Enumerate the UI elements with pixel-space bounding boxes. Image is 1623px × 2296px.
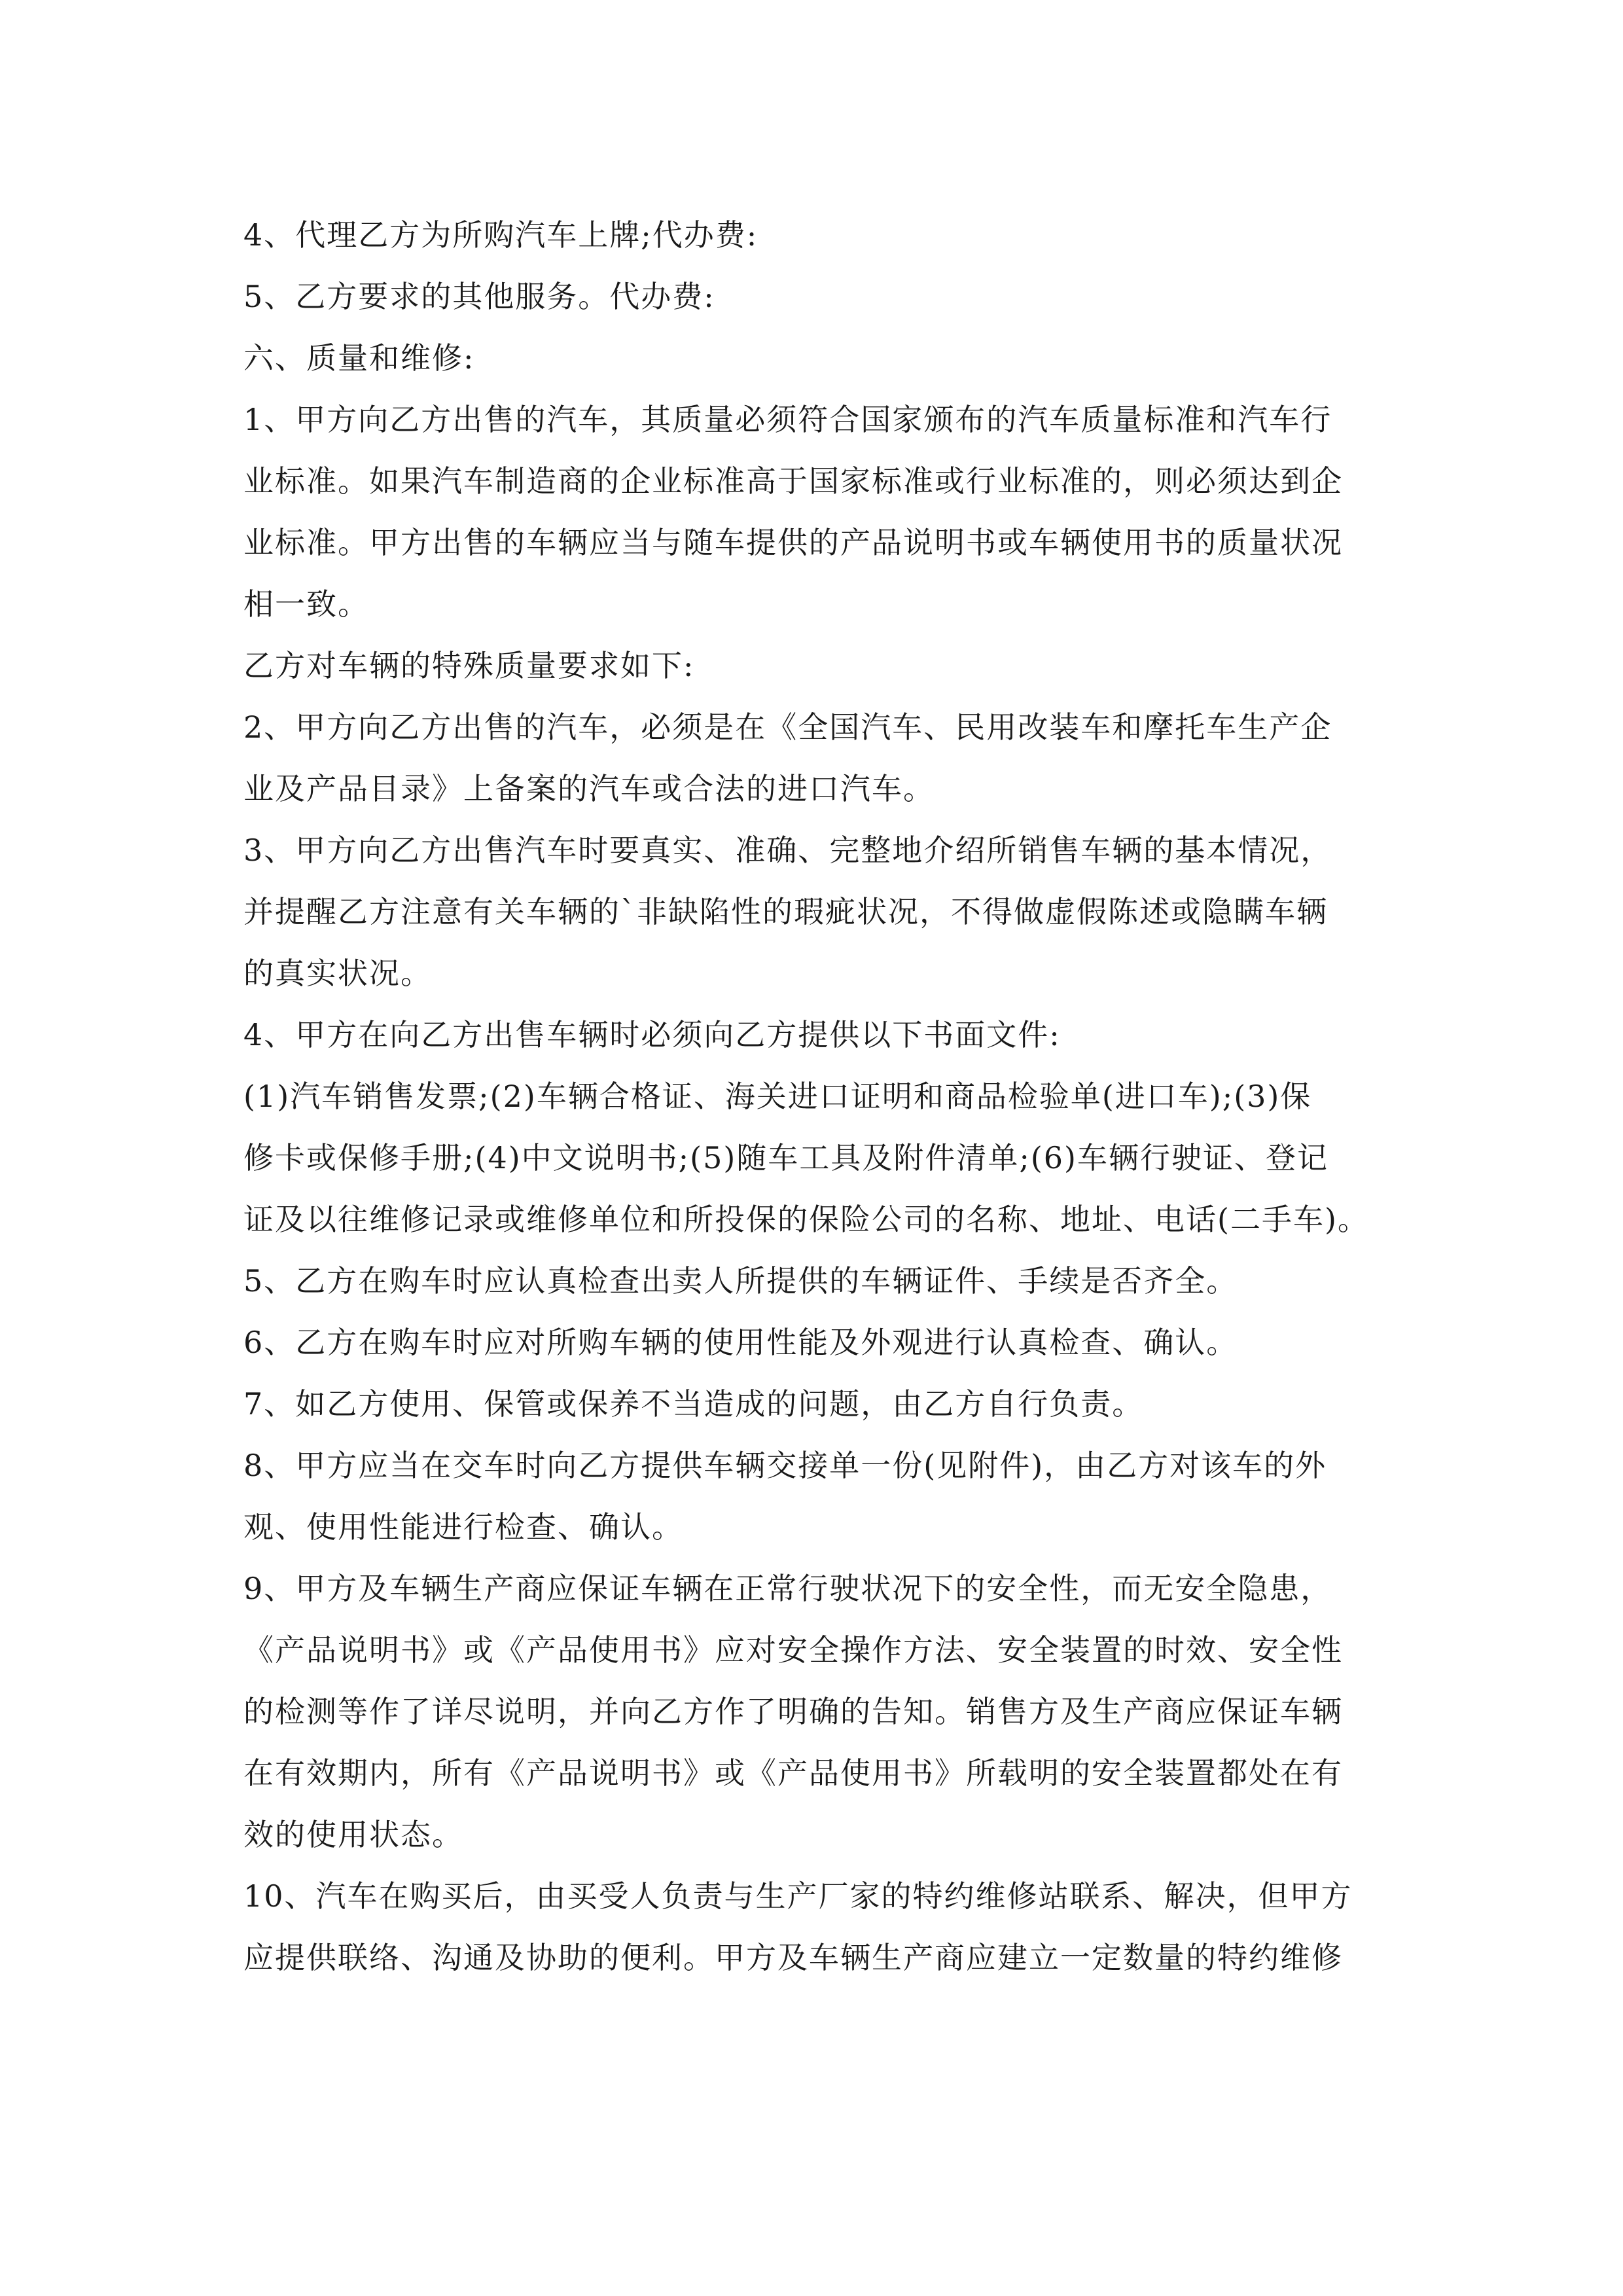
text-line: 证及以往维修记录或维修单位和所投保的保险公司的名称、地址、电话(二手车)。: [243, 1202, 1369, 1237]
paragraph: [243, 266, 1395, 327]
paragraph: [243, 327, 1395, 389]
text-line: 2、甲方向乙方出售的汽车，必须是在《全国汽车、民用改装车和摩托车生产企: [243, 709, 1332, 745]
text-line: 6、乙方在购车时应对所购车辆的使用性能及外观进行认真检查、确认。: [243, 1325, 1238, 1360]
text-line: 4、代理乙方为所购汽车上牌;代办费:: [243, 217, 758, 253]
text-line: 在有效期内，所有《产品说明书》或《产品使用书》所载明的安全装置都处在有: [243, 1755, 1343, 1791]
paragraph: [243, 1435, 1395, 1558]
text-line: 的检测等作了详尽说明，并向乙方作了明确的告知。销售方及生产商应保证车辆: [243, 1694, 1343, 1729]
text-line: 相一致。: [243, 586, 369, 622]
text-line: 六、质量和维修:: [243, 340, 475, 376]
paragraph: [243, 635, 1395, 696]
paragraph: [243, 1865, 1395, 1988]
paragraph: [243, 1250, 1395, 1312]
text-line: 《产品说明书》或《产品使用书》应对安全操作方法、安全装置的时效、安全性: [243, 1632, 1343, 1668]
text-line: 的真实状况。: [243, 956, 432, 991]
paragraph: [243, 696, 1395, 819]
text-line: (1)汽车销售发票;(2)车辆合格证、海关进口证明和商品检验单(进口车);(3)保: [243, 1079, 1312, 1114]
text-line: 5、乙方在购车时应认真检查出卖人所提供的车辆证件、手续是否齐全。: [243, 1263, 1238, 1299]
text-line: 业标准。甲方出售的车辆应当与随车提供的产品说明书或车辆使用书的质量状况: [243, 525, 1343, 560]
text-line: 应提供联络、沟通及协助的便利。甲方及车辆生产商应建立一定数量的特约维修: [243, 1940, 1343, 1975]
paragraph: [243, 1312, 1395, 1373]
text-line: 4、甲方在向乙方出售车辆时必须向乙方提供以下书面文件:: [243, 1017, 1061, 1052]
document-body: [243, 204, 1395, 1988]
text-line: 并提醒乙方注意有关车辆的`非缺陷性的瑕疵状况，不得做虚假陈述或隐瞒车辆: [243, 894, 1328, 929]
paragraph: [243, 819, 1395, 1004]
paragraph: [243, 1066, 1395, 1250]
paragraph: [243, 389, 1395, 635]
paragraph: [243, 1558, 1395, 1865]
text-line: 业标准。如果汽车制造商的企业标准高于国家标准或行业标准的，则必须达到企: [243, 463, 1343, 499]
text-line: 业及产品目录》上备案的汽车或合法的进口汽车。: [243, 771, 935, 806]
text-line: 7、如乙方使用、保管或保养不当造成的问题，由乙方自行负责。: [243, 1386, 1144, 1422]
paragraph: [243, 1373, 1395, 1435]
text-line: 效的使用状态。: [243, 1817, 463, 1852]
text-line: 9、甲方及车辆生产商应保证车辆在正常行驶状况下的安全性，而无安全隐患，: [243, 1571, 1332, 1606]
paragraph: [243, 204, 1395, 266]
text-line: 修卡或保修手册;(4)中文说明书;(5)随车工具及附件清单;(6)车辆行驶证、登记: [243, 1140, 1329, 1175]
text-line: 5、乙方要求的其他服务。代办费:: [243, 279, 715, 314]
text-line: 10、汽车在购买后，由买受人负责与生产厂家的特约维修站联系、解决，但甲方: [243, 1878, 1353, 1914]
text-line: 8、甲方应当在交车时向乙方提供车辆交接单一份(见附件)，由乙方对该车的外: [243, 1448, 1327, 1483]
text-line: 乙方对车辆的特殊质量要求如下:: [243, 648, 695, 683]
text-line: 3、甲方向乙方出售汽车时要真实、准确、完整地介绍所销售车辆的基本情况，: [243, 833, 1332, 868]
paragraph: [243, 1004, 1395, 1066]
text-line: 观、使用性能进行检查、确认。: [243, 1509, 683, 1545]
text-line: 1、甲方向乙方出售的汽车，其质量必须符合国家颁布的汽车质量标准和汽车行: [243, 402, 1332, 437]
